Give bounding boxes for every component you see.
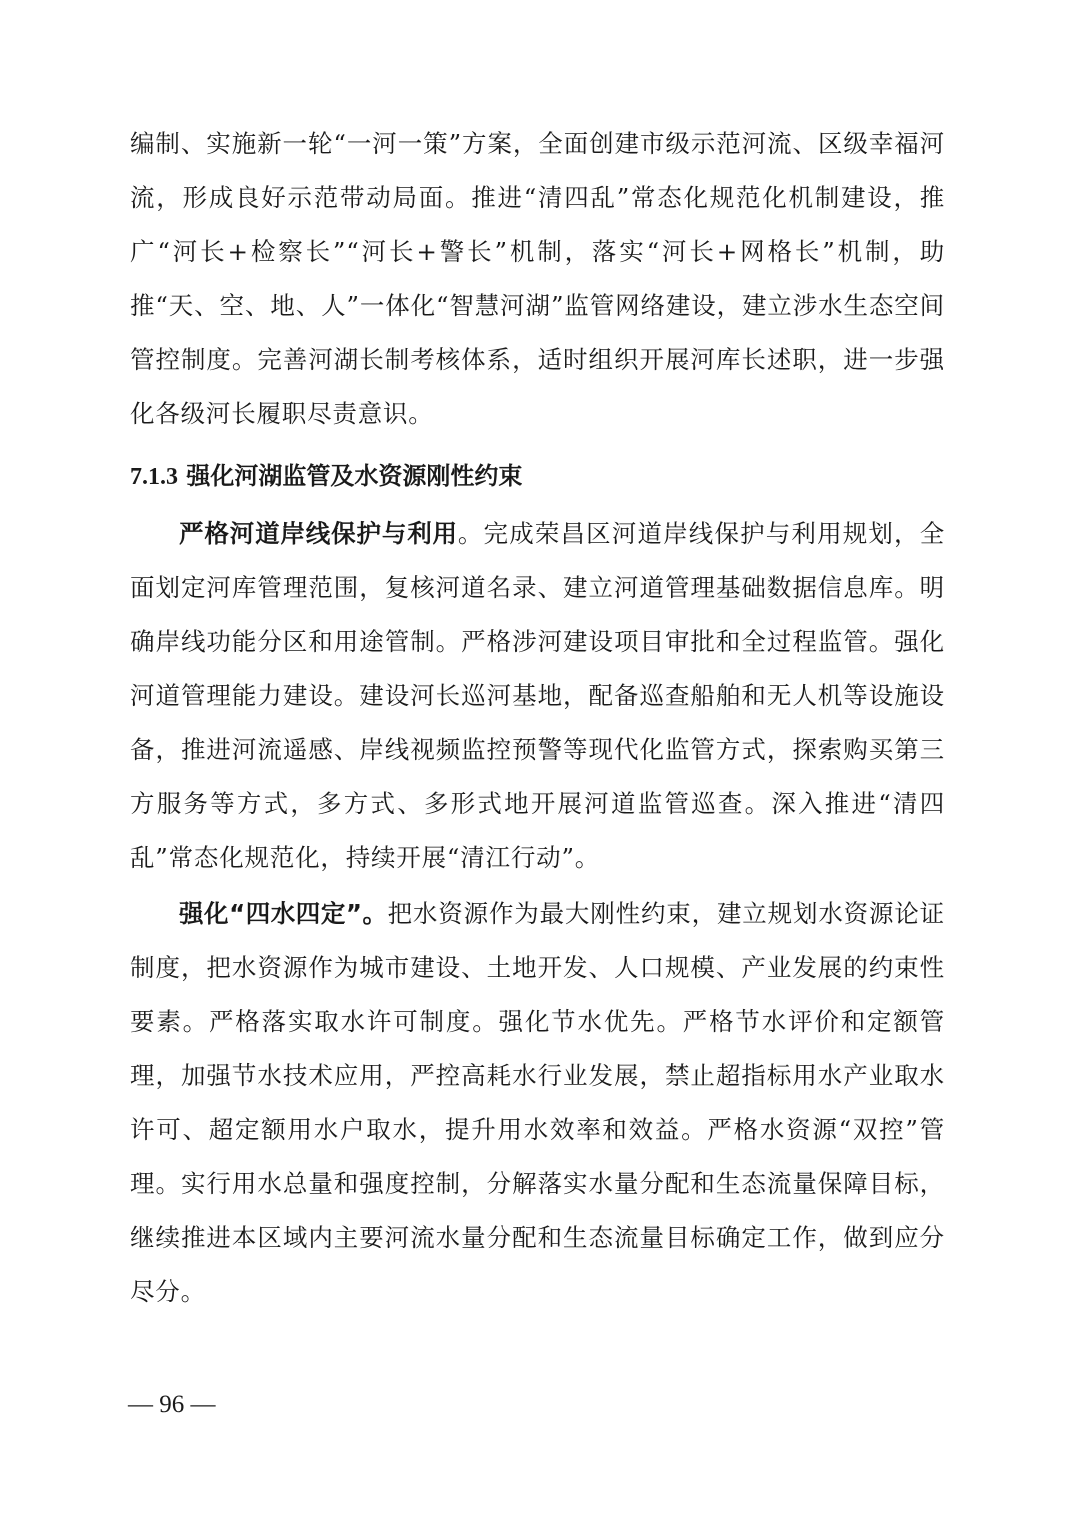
section-number: 7.1.3	[130, 464, 178, 490]
paragraph-lead-shoreline: 严格河道岸线保护与利用	[179, 519, 458, 548]
page-number: — 96 —	[128, 1391, 216, 1418]
paragraph-shoreline-protection	[130, 507, 945, 885]
paragraph-body-shoreline: 。完成荣昌区河道岸线保护与利用规划，全面划定河库管理范围，复核河道名录、建立河道管理基础数据信息库。明确岸线功能分区和用途管制。严格涉河建设项目审批和全过程监管。强化河道管理能力建设。建设河长巡河基地，配备巡查船舶和无人机等设施设备，推进河流遥感、岸线视频监控预警等现代化监管方式，探索购买第三方服务等方式，多方式、多形式地开展河道监管巡查。深入推进“清四乱”常态化规范化，持续开展“清江行动”。	[130, 519, 945, 872]
paragraph-lead-four-water: 强化“四水四定”。	[179, 899, 388, 928]
paragraph-four-water	[130, 887, 945, 1319]
paragraph-body-four-water: 把水资源作为最大刚性约束，建立规划水资源论证制度，把水资源作为城市建设、土地开发、人口规模、产业发展的约束性要素。严格落实取水许可制度。强化节水优先。严格节水评价和定额管理，加强节水技术应用，严控高耗水行业发展，禁止超指标用水产业取水许可、超定额用水户取水，提升用水效率和效益。严格水资源“双控”管理。实行用水总量和强度控制，分解落实水量分配和生态流量保障目标，继续推进本区域内主要河流水量分配和生态流量目标确定工作，做到应分尽分。	[130, 899, 945, 1306]
section-title: 强化河湖监管及水资源刚性约束	[186, 462, 523, 490]
paragraph-river-chief-system: 编制、实施新一轮“一河一策”方案，全面创建市级示范河流、区级幸福河流，形成良好示范带动局面。推进“清四乱”常态化规范化机制建设，推广“河长+检察长”“河长+警长”机制，落实“河长+网格长”机制，助推“天、空、地、人”一体化“智慧河湖”监管网络建设，建立涉水生态空间管控制度。完善河湖长制考核体系，适时组织开展河库长述职，进一步强化各级河长履职尽责意识。	[130, 129, 945, 428]
section-heading	[130, 451, 522, 502]
